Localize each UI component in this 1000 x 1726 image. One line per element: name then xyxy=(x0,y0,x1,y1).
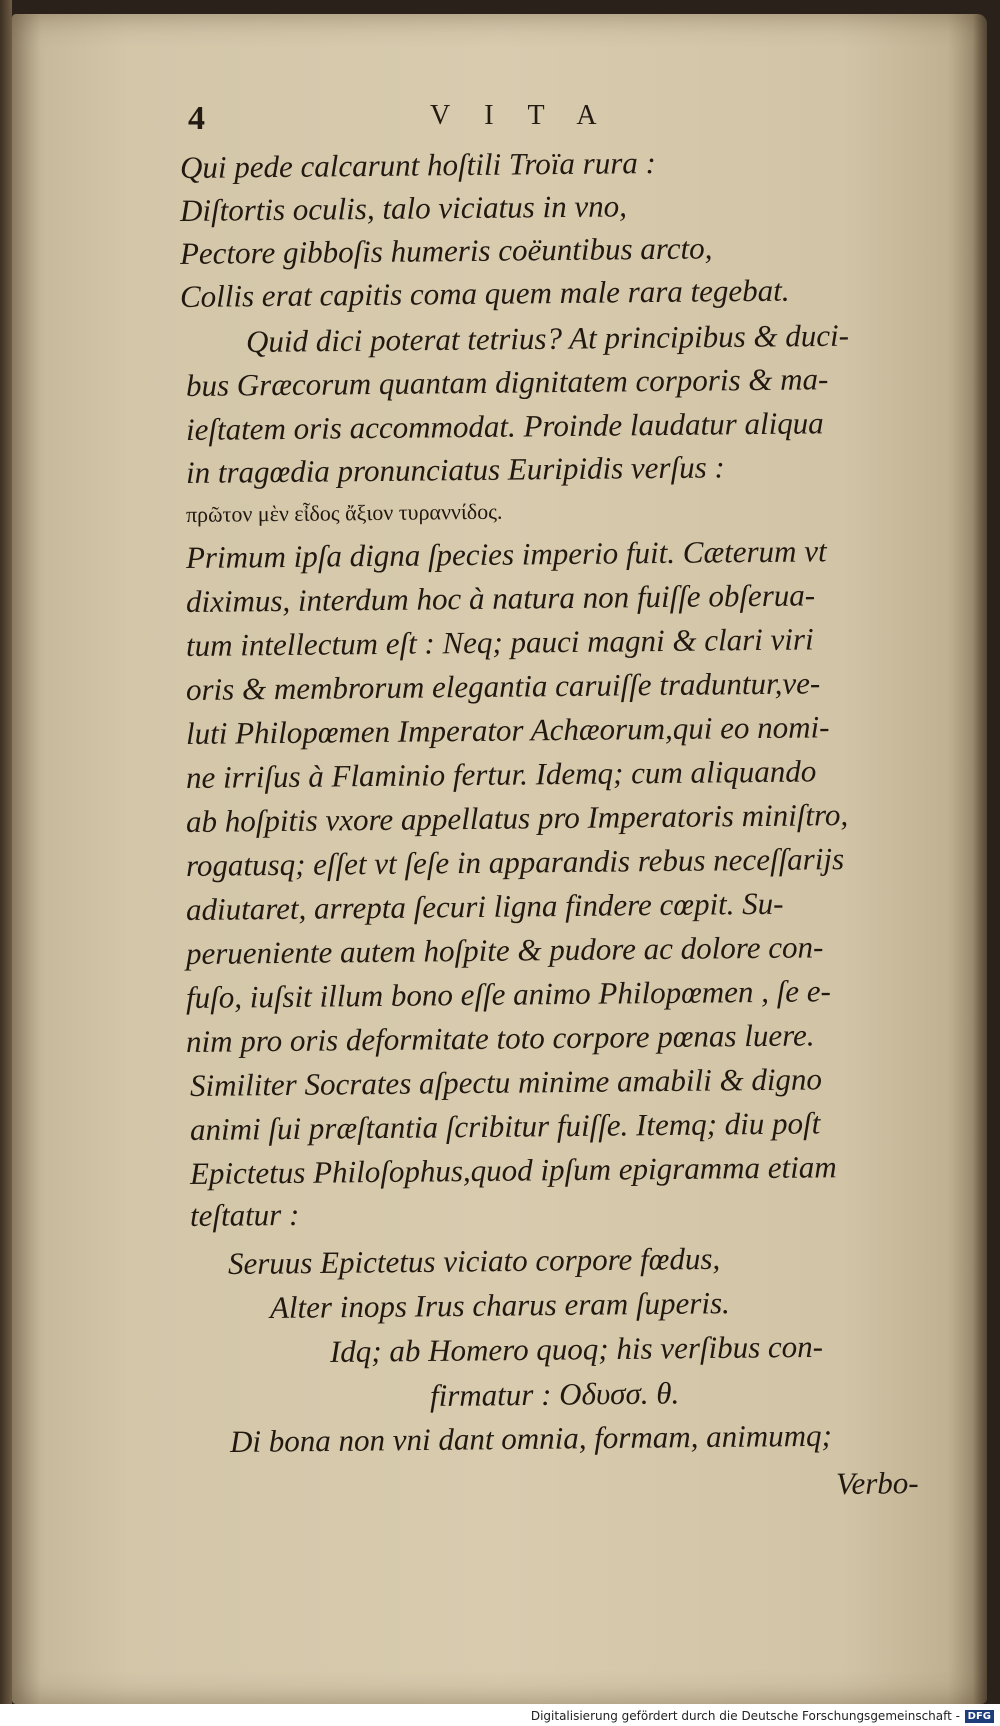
text-line: Quid dici poterat tetrius? At principibus & duci- xyxy=(245,317,850,359)
text-line: animi ſui præſtantia ſcribitur fuiſſe. Itemq; diu poſt xyxy=(189,1105,821,1147)
text-line: luti Philopœmen Imperator Achæorum,qui eo nomi- xyxy=(185,709,830,751)
text-line: ieſtatem oris accommodat. Proinde laudatur aliqua xyxy=(185,405,824,447)
greek-verse-line: πρῶτον μὲν εἶδος ἄξιον τυραννίδος. xyxy=(185,498,503,527)
catchword: Verbo- xyxy=(835,1465,919,1501)
dfg-logo: DFG xyxy=(965,1710,994,1723)
text-line: Similiter Socrates aſpectu minime amabili & digno xyxy=(189,1061,823,1103)
text-line: Pectore gibboſis humeris coëuntibus arcto, xyxy=(179,230,713,271)
text-line: Diſtortis oculis, talo viciatus in vno, xyxy=(179,188,628,228)
text-line: perueniente autem hoſpite & pudore ac dolore con- xyxy=(185,929,824,971)
text-line: oris & membrorum elegantia caruiſſe traduntur,ve- xyxy=(185,665,821,707)
text-line: adiutaret, arrepta ſecuri ligna findere cœpit. Su- xyxy=(185,885,784,927)
text-line: ne irriſus à Flaminio fertur. Idemq; cum aliquando xyxy=(185,753,817,795)
text-line: Primum ipſa digna ſpecies imperio fuit. Cæterum vt xyxy=(185,533,827,575)
text-line: Qui pede calcarunt hoſtili Troïa rura : xyxy=(179,145,657,185)
text-line: teſtatur : xyxy=(189,1196,300,1233)
page-number: 4 xyxy=(188,100,205,137)
verse-line: Alter inops Irus charus eram ſuperis. xyxy=(269,1285,730,1325)
text-line: ab hoſpitis vxore appellatus pro Imperatoris miniſtro, xyxy=(185,797,849,839)
funding-credit: Digitalisierung gefördert durch die Deutsche Forschungsgemeinschaft - xyxy=(530,1709,960,1723)
footer-bar xyxy=(0,1704,1000,1726)
text-line: nim pro oris deformitate toto corpore pœnas luere. xyxy=(185,1017,815,1059)
text-line: Di bona non vni dant omnia, formam, animumq; xyxy=(229,1417,833,1459)
text-line: rogatusq; eſſet vt ſeſe in apparandis rebus neceſſarijs xyxy=(185,841,845,883)
text-line: Collis erat capitis coma quem male rara tegebat. xyxy=(179,272,790,314)
text-line: in tragœdia pronunciatus Euripidis verſus : xyxy=(185,449,725,490)
text-line: diximus, interdum hoc à natura non fuiſſe obſerua- xyxy=(185,577,816,619)
text-line: tum intellectum eſt : Neq; pauci magni & clari viri xyxy=(185,621,814,663)
text-line: fuſo, iuſsit illum bono eſſe animo Philopœmen , ſe e- xyxy=(185,973,832,1015)
verse-line: Seruus Epictetus viciato corpore fœdus, xyxy=(227,1240,721,1281)
running-head: VITA xyxy=(430,100,631,131)
text-line: Epictetus Philoſophus,quod ipſum epigramma etiam xyxy=(189,1149,837,1191)
text-line: firmatur : Οδυσσ. θ. xyxy=(429,1375,680,1413)
text-line: bus Græcorum quantam dignitatem corporis & ma- xyxy=(185,361,829,403)
text-line: Idq; ab Homero quoq; his verſibus con- xyxy=(329,1328,824,1369)
